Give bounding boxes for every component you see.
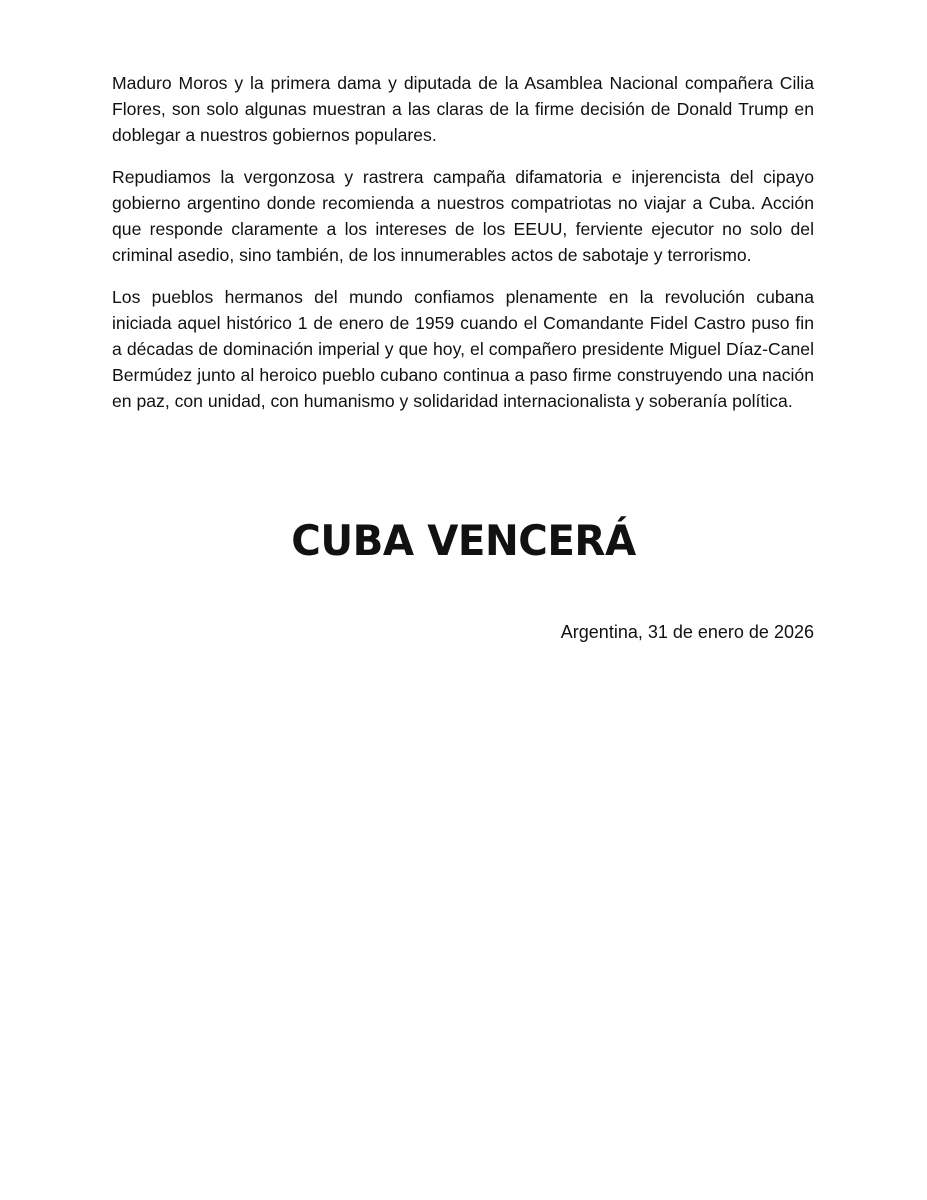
document-body [112, 70, 814, 430]
paragraph-1: Maduro Moros y la primera dama y diputada de la Asamblea Nacional compañera Cilia Flores, son solo algunas muestran a las claras de la firme decisión de Donald Trump en doblegar a nuestros gobiernos populares. [112, 73, 814, 145]
paragraph-3: Los pueblos hermanos del mundo confiamos plenamente en la revolución cubana iniciada aquel histórico 1 de enero de 1959 cuando el Comandante Fidel Castro puso fin a décadas de dominación imperial y que hoy, el compañero presidente Miguel Díaz-Canel Bermúdez junto al heroico pueblo cubano continua a paso firme construyendo una nación en paz, con unidad, con humanismo y solidaridad internacionalista y soberanía política. [112, 287, 814, 411]
headline-cuba-vencera: CUBA VENCERÁ [291, 516, 636, 565]
place-date-line: Argentina, 31 de enero de 2026 [560, 622, 814, 642]
paragraph-2: Repudiamos la vergonzosa y rastrera campaña difamatoria e injerencista del cipayo gobierno argentino donde recomienda a nuestros compatriotas no viajar a Cuba. Acción que responde claramente a los intereses de los EEUU, ferviente ejecutor no solo del criminal asedio, sino también, de los innumerables actos de sabotaje y terrorismo. [112, 167, 814, 265]
